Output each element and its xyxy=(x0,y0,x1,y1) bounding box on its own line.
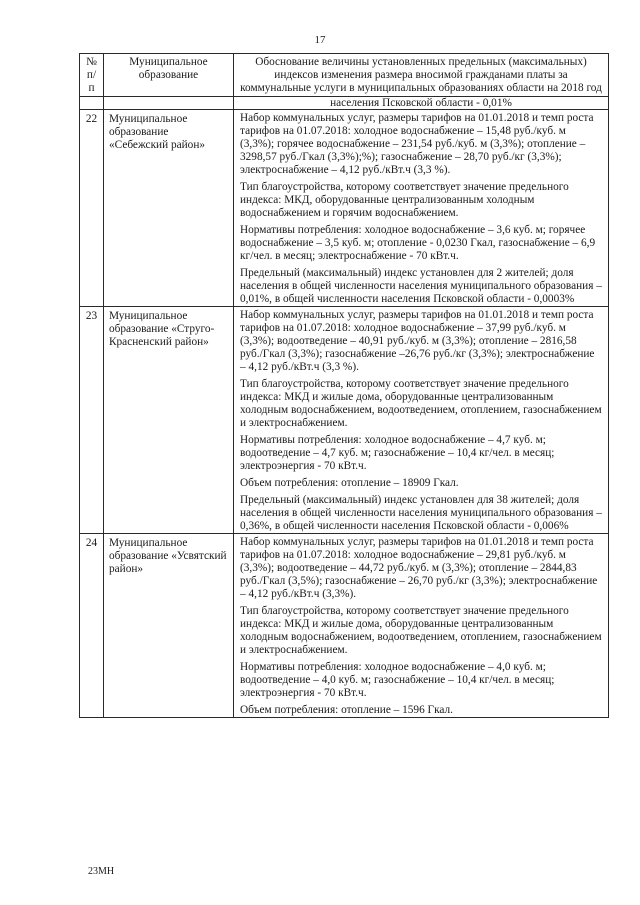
amenity-type-paragraph: Тип благоустройства, которому соответствует значение предельного индекса: МКД и жилые дома, оборудованные централизованным холодным водоснабжением, водоотведением, отоплением, газоснабжением и электроснабжением. xyxy=(240,378,602,429)
index-population-paragraph: Предельный (максимальный) индекс установлен для 2 жителей; доля населения в общей численности населения муниципального образования – 0,01%, в общей численности населения Псковской области - 0,0003% xyxy=(240,267,602,305)
tariff-set-paragraph: Набор коммунальных услуг, размеры тарифов на 01.01.2018 и темп роста тарифов на 01.07.2018: холодное водоснабжение – 29,81 руб./куб. м (3,3%); водоотведение – 44,72 руб./куб. м (3,3%); отопление – 2844,83 руб./Гкал (3,5%); газоснабжение – 26,70 руб./кг (3,3%); электроснабжение – 4,12 руб./кВт.ч (3,3%). xyxy=(240,536,598,600)
continuation-text: населения Псковской области - 0,01% xyxy=(234,97,609,110)
row-municipality: Муниципальное образование «Себежский район» xyxy=(104,110,234,307)
page-number: 17 xyxy=(314,34,326,46)
table-row xyxy=(80,534,609,718)
row-number: 24 xyxy=(80,534,104,718)
consumption-norms-paragraph: Нормативы потребления: холодное водоснабжение – 3,6 куб. м; горячее водоснабжение – 3,5 куб. м; отопление - 0,0230 Гкал, газоснабжение – 6,9 кг/чел. в месяц; электроснабжение - 70 кВт.ч. xyxy=(240,224,596,262)
table-header-row xyxy=(80,54,609,97)
row-justification xyxy=(234,534,609,718)
index-population-paragraph: Предельный (максимальный) индекс установлен для 38 жителей; доля населения в общей численности населения муниципального образования – 0,36%, в общей численности населения Псковской области - 0,006% xyxy=(240,494,602,532)
tariff-justification-table xyxy=(79,53,609,718)
table-row xyxy=(80,307,609,534)
row-municipality: Муниципальное образование «Струго-Красненский район» xyxy=(104,307,234,534)
tariff-set-paragraph: Набор коммунальных услуг, размеры тарифов на 01.01.2018 и темп роста тарифов на 01.07.2018: холодное водоснабжение – 15,48 руб./куб. м (3,3%); горячее водоснабжение – 231,54 руб./куб. м (3,3%); отопление – 3298,57 руб./Гкал (3,3%);%); газоснабжение – 28,70 руб./кг (3,3%); электроснабжение – 4,12 руб./кВт.ч (3,3 %). xyxy=(240,112,594,176)
continuation-row xyxy=(80,97,609,110)
table-row xyxy=(80,110,609,307)
continuation-municipality-cell xyxy=(104,97,234,110)
row-justification xyxy=(234,307,609,534)
tariff-set-paragraph: Набор коммунальных услуг, размеры тарифов на 01.01.2018 и темп роста тарифов на 01.07.2018: холодное водоснабжение – 37,99 руб./куб. м (3,3%); водоотведение – 40,91 руб./куб. м (3,3%); отопление – 2816,58 руб./Гкал (3,3%); газоснабжение –26,76 руб./кг (3,3%); электроснабжение – 4,12 руб./кВт.ч (3,3 %). xyxy=(240,309,595,373)
header-justification: Обоснование величины установленных предельных (максимальных) индексов изменения размера вносимой гражданами платы за коммунальные услуги в муниципальных образованиях области на 2018 год xyxy=(234,54,609,97)
consumption-norms-paragraph: Нормативы потребления: холодное водоснабжение – 4,7 куб. м; водоотведение – 4,7 куб. м; газоснабжение – 10,4 кг/чел. в месяц; электроэнергия - 70 кВт.ч. xyxy=(240,434,555,472)
row-number: 23 xyxy=(80,307,104,534)
consumption-norms-paragraph: Нормативы потребления: холодное водоснабжение – 4,0 куб. м; водоотведение – 4,0 куб. м; газоснабжение – 10,4 кг/чел. в месяц; электроэнергия - 70 кВт.ч. xyxy=(240,661,555,699)
header-num: № п/п xyxy=(80,54,104,97)
row-justification xyxy=(234,110,609,307)
header-municipality: Муниципальное образование xyxy=(104,54,234,97)
continuation-num-cell xyxy=(80,97,104,110)
consumption-volume-paragraph: Объем потребления: отопление – 18909 Гкал. xyxy=(240,477,459,489)
amenity-type-paragraph: Тип благоустройства, которому соответствует значение предельного индекса: МКД, оборудованные централизованным холодным водоснабжением и горячим водоснабжением. xyxy=(240,181,569,219)
row-number: 22 xyxy=(80,110,104,307)
footer-document-code: 23МН xyxy=(88,866,115,877)
amenity-type-paragraph: Тип благоустройства, которому соответствует значение предельного индекса: МКД и жилые дома, оборудованные централизованным холодным водоснабжением, водоотведением, отоплением, газоснабжением и электроснабжением. xyxy=(240,605,602,656)
row-municipality: Муниципальное образование «Усвятский район» xyxy=(104,534,234,718)
consumption-volume-paragraph: Объем потребления: отопление – 1596 Гкал. xyxy=(240,704,453,716)
